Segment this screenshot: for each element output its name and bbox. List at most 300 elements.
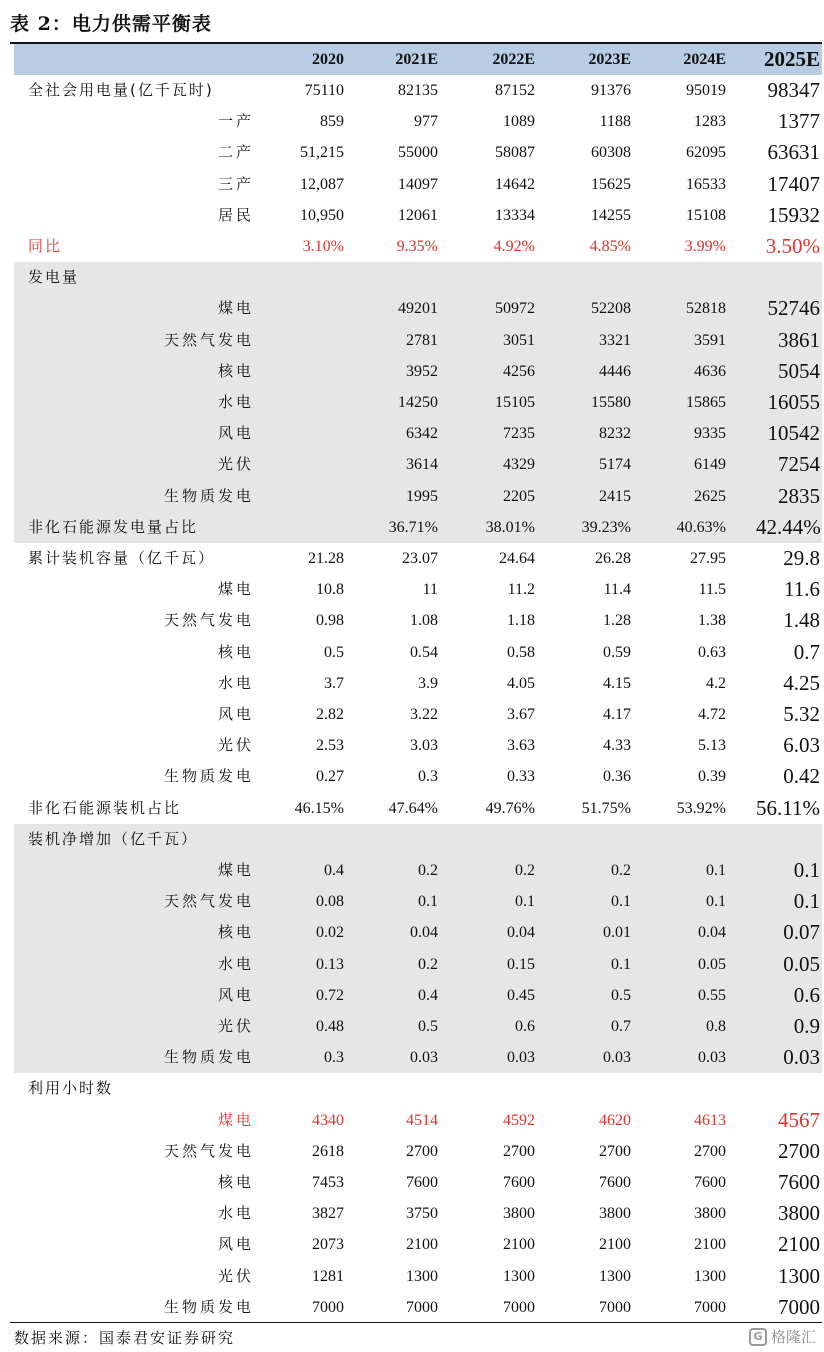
- row-label: 煤电: [217, 1110, 254, 1129]
- cell-2020: 0.3: [324, 1049, 344, 1067]
- cell-2021e: 55000: [398, 144, 438, 162]
- cell-2022e: [455, 824, 535, 855]
- cell-2025e: 4.25: [783, 670, 820, 695]
- cell-2022e: 3800: [503, 1205, 535, 1223]
- cell-2020: [264, 293, 344, 324]
- cell-2024e: 2625: [694, 487, 726, 505]
- cell-2024e: [646, 824, 726, 855]
- cell-2024e: 0.8: [706, 1018, 726, 1035]
- cell-2022e: 0.33: [507, 768, 535, 786]
- cell-2020: 7000: [312, 1298, 344, 1316]
- cell-2021e: 2781: [406, 331, 438, 349]
- cell-2025e: 1300: [778, 1263, 820, 1288]
- cell-2023e: 0.1: [611, 893, 631, 911]
- cell-2023e: 3800: [599, 1205, 631, 1223]
- cell-2022e: 11.2: [507, 581, 535, 599]
- cell-2021e: 3.22: [410, 706, 438, 723]
- cell-2020: 0.27: [316, 768, 344, 786]
- cell-2023e: 4620: [599, 1111, 631, 1129]
- row-label: 天然气发电: [163, 1141, 254, 1160]
- cell-2020: [264, 481, 344, 512]
- cell-2024e: 3.99%: [684, 238, 726, 255]
- table-row: [14, 356, 822, 387]
- row-label: 风电: [217, 705, 254, 723]
- cell-2021e: 0.5: [418, 1018, 438, 1035]
- row-label: 天然气发电: [163, 892, 254, 911]
- cell-2023e: 7600: [599, 1174, 631, 1191]
- cell-2024e: 15865: [686, 394, 726, 411]
- cell-2025e: [756, 262, 820, 293]
- cell-2024e: 3800: [694, 1205, 726, 1223]
- column-header-2022e: 2022E: [492, 51, 535, 68]
- cell-2022e: 0.04: [507, 924, 535, 942]
- cell-2020: 3.7: [324, 674, 344, 692]
- cell-2025e: 7254: [778, 452, 820, 477]
- cell-2021e: 2700: [406, 1142, 438, 1160]
- cell-2022e: 15105: [495, 394, 535, 411]
- cell-2023e: 1188: [599, 113, 631, 131]
- cell-2023e: 14255: [591, 206, 631, 224]
- cell-2023e: 11.4: [603, 581, 631, 599]
- cell-2025e: 7000: [778, 1294, 820, 1319]
- cell-2022e: 0.15: [507, 955, 535, 973]
- cell-2025e: 56.11%: [756, 795, 820, 820]
- cell-2023e: 1.28: [603, 612, 631, 630]
- cell-2021e: 6342: [406, 425, 438, 443]
- cell-2022e: 4.05: [507, 674, 535, 692]
- cell-2021e: 14250: [398, 394, 438, 411]
- cell-2023e: 60308: [591, 144, 631, 162]
- cell-2021e: 3952: [406, 362, 438, 380]
- cell-2023e: 0.59: [603, 643, 631, 661]
- table-row: [14, 574, 822, 605]
- cell-2023e: 4.17: [603, 706, 631, 723]
- cell-2023e: [551, 262, 631, 293]
- row-label: 光伏: [217, 455, 254, 474]
- cell-2021e: 7000: [406, 1298, 438, 1316]
- cell-2021e: 0.1: [418, 893, 438, 911]
- cell-2023e: 0.36: [603, 768, 631, 786]
- table-row: [14, 1292, 822, 1323]
- cell-2023e: 4.85%: [589, 238, 631, 255]
- cell-2024e: 15108: [686, 206, 726, 224]
- cell-2020: 2073: [312, 1236, 344, 1254]
- cell-2022e: 4.92%: [493, 238, 535, 255]
- table-row: [14, 137, 822, 168]
- cell-2021e: 47.64%: [388, 799, 438, 817]
- cell-2020: 0.02: [316, 924, 344, 942]
- cell-2024e: 27.95: [690, 550, 726, 567]
- cell-2022e: 24.64: [499, 550, 535, 567]
- table-row: [14, 169, 822, 200]
- cell-2022e: 0.45: [507, 986, 535, 1004]
- cell-2024e: 1.38: [698, 612, 726, 630]
- cell-2023e: [551, 824, 631, 855]
- cell-2021e: 3.03: [410, 737, 438, 755]
- cell-2023e: 2415: [599, 487, 631, 505]
- cell-2020: 859: [320, 113, 344, 131]
- row-label: 非化石能源发电量占比: [28, 517, 199, 536]
- cell-2020: 21.28: [308, 550, 344, 567]
- table-row: [14, 1167, 822, 1198]
- cell-2021e: 1995: [406, 487, 438, 505]
- cell-2023e: 7000: [599, 1298, 631, 1316]
- cell-2024e: 0.03: [698, 1049, 726, 1067]
- row-label: 生物质发电: [163, 767, 254, 786]
- cell-2025e: 0.9: [793, 1014, 820, 1038]
- cell-2022e: 14642: [495, 175, 535, 193]
- cell-2021e: [358, 1073, 438, 1104]
- cell-2021e: 0.54: [410, 643, 438, 661]
- column-header-2023e: 2023E: [588, 51, 631, 68]
- table-row: [14, 200, 822, 231]
- table-row: [14, 325, 822, 356]
- cell-2024e: 9335: [694, 425, 726, 443]
- row-label: 发电量: [28, 268, 80, 287]
- cell-2022e: 1300: [503, 1267, 535, 1285]
- cell-2022e: 2205: [503, 487, 535, 505]
- table-row: [14, 668, 822, 699]
- cell-2020: 75110: [304, 82, 344, 99]
- table-title: 表 2：电力供需平衡表: [10, 13, 212, 35]
- cell-2020: 1281: [312, 1267, 344, 1285]
- cell-2024e: 7600: [694, 1174, 726, 1191]
- cell-2025e: 0.03: [783, 1045, 820, 1070]
- cell-2021e: 4514: [406, 1111, 438, 1129]
- cell-2025e: 10542: [767, 421, 820, 446]
- cell-2020: 12,087: [300, 175, 344, 193]
- table-row: [14, 699, 822, 730]
- cell-2020: [264, 449, 344, 480]
- row-label: 煤电: [217, 580, 254, 599]
- cell-2021e: 0.4: [418, 986, 438, 1004]
- table-row: [14, 418, 822, 449]
- cell-2024e: 6149: [694, 456, 726, 474]
- cell-2021e: [358, 262, 438, 293]
- table-row: [14, 1136, 822, 1167]
- cell-2022e: [455, 1073, 535, 1104]
- cell-2021e: 1.08: [410, 612, 438, 630]
- cell-2025e: 3861: [778, 327, 820, 352]
- cell-2024e: 0.39: [698, 768, 726, 786]
- row-label: 风电: [217, 424, 254, 443]
- row-label: 水电: [217, 393, 254, 411]
- cell-2023e: 2700: [599, 1142, 631, 1160]
- cell-2025e: 4567: [778, 1107, 820, 1132]
- cell-2020: 10.8: [316, 581, 344, 599]
- cell-2025e: 15932: [767, 202, 820, 227]
- row-label: 累计装机容量（亿千瓦）: [28, 549, 216, 567]
- row-label: 核电: [217, 361, 254, 380]
- cell-2023e: 4.15: [603, 674, 631, 692]
- row-label: 非化石能源装机占比: [28, 798, 182, 817]
- cell-2021e: 0.2: [418, 955, 438, 973]
- row-label: 装机净增加（亿千瓦）: [28, 829, 199, 848]
- column-header-2021e: 2021E: [395, 51, 438, 68]
- cell-2024e: 0.63: [698, 643, 726, 661]
- cell-2025e: 5.32: [783, 702, 820, 726]
- cell-2022e: 2700: [503, 1142, 535, 1160]
- cell-2021e: [358, 824, 438, 855]
- cell-2024e: 4636: [694, 362, 726, 380]
- cell-2021e: 23.07: [402, 550, 438, 567]
- row-label: 光伏: [217, 1266, 254, 1285]
- cell-2023e: 0.1: [611, 955, 631, 973]
- cell-2020: 0.72: [316, 986, 344, 1004]
- cell-2020: 0.5: [324, 643, 344, 661]
- cell-2025e: 2835: [778, 483, 820, 508]
- cell-2024e: 4.2: [706, 674, 726, 692]
- table-row: [14, 387, 822, 418]
- cell-2020: 0.98: [316, 612, 344, 630]
- cell-2021e: 14097: [398, 175, 438, 193]
- table-row: [14, 262, 822, 293]
- table-row: [14, 855, 822, 886]
- cell-2022e: 4592: [503, 1111, 535, 1129]
- table-row: [14, 1105, 822, 1136]
- cell-2024e: 2100: [694, 1236, 726, 1254]
- cell-2022e: 0.58: [507, 643, 535, 661]
- cell-2020: 46.15%: [294, 799, 344, 817]
- cell-2023e: 5174: [599, 456, 631, 474]
- cell-2020: 0.13: [316, 955, 344, 973]
- cell-2020: 0.48: [316, 1018, 344, 1035]
- cell-2023e: 0.5: [611, 986, 631, 1004]
- cell-2025e: 3800: [778, 1201, 820, 1226]
- cell-2022e: 4256: [503, 362, 535, 380]
- cell-2023e: 1300: [599, 1267, 631, 1285]
- row-label: 水电: [217, 954, 254, 973]
- table-row: [14, 637, 822, 668]
- cell-2023e: 15580: [591, 394, 631, 411]
- row-label: 水电: [217, 1204, 254, 1223]
- cell-2021e: 36.71%: [388, 518, 438, 536]
- cell-2022e: 7000: [503, 1298, 535, 1316]
- data-source-note: 数据来源：国泰君安证券研究: [14, 1329, 236, 1347]
- table-row: [14, 75, 822, 106]
- cell-2024e: 53.92%: [676, 799, 726, 817]
- cell-2025e: 0.1: [793, 889, 820, 914]
- cell-2021e: 9.35%: [396, 238, 438, 255]
- cell-2022e: 7235: [503, 425, 535, 443]
- row-label: 利用小时数: [28, 1079, 114, 1098]
- cell-2025e: 42.44%: [756, 514, 821, 539]
- cell-2023e: 0.2: [611, 862, 631, 879]
- cell-2024e: 95019: [686, 82, 726, 99]
- cell-2020: [264, 824, 344, 855]
- table-row: [14, 1261, 822, 1292]
- cell-2021e: 977: [414, 113, 438, 131]
- row-label: 核电: [217, 1173, 254, 1191]
- cell-2025e: 0.1: [793, 858, 820, 882]
- cell-2025e: 52746: [767, 296, 820, 321]
- row-label: 生物质发电: [163, 1297, 254, 1316]
- cell-2025e: 5054: [778, 358, 820, 383]
- cell-2025e: 6.03: [783, 733, 820, 758]
- row-label: 三产: [217, 174, 254, 193]
- cell-2020: 3827: [312, 1205, 344, 1223]
- table-row: [14, 1198, 822, 1229]
- cell-2024e: 0.05: [698, 955, 726, 973]
- cell-2022e: 0.6: [515, 1018, 535, 1035]
- cell-2022e: 38.01%: [485, 518, 535, 536]
- cell-2025e: 11.6: [784, 577, 820, 602]
- cell-2023e: 3321: [599, 331, 631, 349]
- cell-2020: [264, 356, 344, 387]
- cell-2025e: 63631: [767, 140, 820, 165]
- footer-divider: [10, 1322, 822, 1323]
- cell-2024e: [646, 262, 726, 293]
- row-label: 煤电: [217, 299, 254, 318]
- cell-2020: [264, 387, 344, 418]
- cell-2021e: 2100: [406, 1236, 438, 1254]
- cell-2025e: 0.6: [793, 982, 820, 1007]
- cell-2022e: 0.03: [507, 1049, 535, 1067]
- cell-2023e: 4446: [599, 362, 631, 380]
- cell-2021e: 7600: [406, 1174, 438, 1191]
- column-header-2025e: 2025E: [756, 44, 822, 75]
- table-row: [14, 1073, 822, 1104]
- cell-2022e: 1089: [503, 113, 535, 131]
- watermark: [749, 1324, 816, 1350]
- cell-2022e: 87152: [495, 82, 535, 99]
- table-row: [14, 824, 822, 855]
- cell-2024e: 7000: [694, 1298, 726, 1316]
- cell-2024e: 2700: [694, 1142, 726, 1160]
- cell-2021e: 82135: [398, 82, 438, 99]
- cell-2022e: 0.2: [515, 862, 535, 879]
- cell-2021e: 3750: [406, 1205, 438, 1223]
- cell-2023e: 2100: [599, 1236, 631, 1254]
- cell-2024e: 1283: [694, 113, 726, 131]
- cell-2021e: 0.03: [410, 1049, 438, 1067]
- cell-2025e: 29.8: [783, 546, 820, 570]
- cell-2022e: 7600: [503, 1174, 535, 1191]
- cell-2022e: 3.67: [507, 706, 535, 723]
- row-label: 水电: [217, 673, 254, 692]
- cell-2022e: 3.63: [507, 737, 535, 755]
- cell-2025e: 2700: [778, 1138, 820, 1163]
- cell-2020: 2.82: [316, 706, 344, 723]
- cell-2021e: 49201: [398, 300, 438, 318]
- table-row: [14, 293, 822, 324]
- cell-2020: 2618: [312, 1142, 344, 1160]
- table-row: [14, 730, 822, 761]
- cell-2022e: 13334: [495, 206, 535, 224]
- row-label: 煤电: [217, 861, 254, 879]
- cell-2020: 0.4: [324, 862, 344, 879]
- table-row: [14, 1011, 822, 1042]
- cell-2023e: 51.75%: [581, 799, 631, 817]
- cell-2022e: 50972: [495, 300, 535, 318]
- cell-2021e: 11: [422, 581, 438, 599]
- cell-2024e: [646, 1073, 726, 1104]
- cell-2024e: 4613: [694, 1111, 726, 1129]
- cell-2020: [264, 418, 344, 449]
- cell-2021e: 12061: [398, 206, 438, 224]
- cell-2024e: 40.63%: [676, 518, 726, 536]
- row-label: 同比: [28, 237, 63, 255]
- cell-2024e: 1300: [694, 1267, 726, 1285]
- table-row: [14, 917, 822, 948]
- row-label: 核电: [217, 923, 254, 942]
- cell-2025e: 7600: [778, 1170, 820, 1194]
- cell-2022e: 3051: [503, 331, 535, 349]
- table-row: [14, 605, 822, 636]
- cell-2023e: 4.33: [603, 737, 631, 755]
- row-label: 风电: [217, 1235, 254, 1254]
- row-label: 光伏: [217, 736, 254, 755]
- cell-2023e: 91376: [591, 82, 631, 99]
- table-row: [14, 1229, 822, 1260]
- cell-2020: 0.08: [316, 893, 344, 911]
- cell-2020: 4340: [312, 1111, 344, 1129]
- cell-2023e: 0.7: [611, 1018, 631, 1035]
- cell-2020: 3.10%: [302, 238, 344, 255]
- cell-2020: [264, 262, 344, 293]
- cell-2024e: 0.04: [698, 924, 726, 942]
- watermark-text: 格隆汇: [770, 1328, 816, 1346]
- cell-2023e: [551, 1073, 631, 1104]
- cell-2021e: 3614: [406, 456, 438, 474]
- table-row: [14, 1042, 822, 1073]
- cell-2022e: [455, 262, 535, 293]
- table-row: [14, 543, 822, 574]
- row-label: 风电: [217, 985, 254, 1004]
- table-row: [14, 886, 822, 917]
- cell-2020: 51,215: [300, 144, 344, 162]
- cell-2025e: 17407: [767, 171, 820, 196]
- row-label: 二产: [217, 143, 254, 162]
- cell-2021e: 0.2: [418, 862, 438, 879]
- cell-2023e: 0.03: [603, 1049, 631, 1067]
- cell-2020: [264, 512, 344, 543]
- table-row: [14, 512, 822, 543]
- row-label: 生物质发电: [163, 486, 254, 505]
- cell-2022e: 49.76%: [485, 799, 535, 817]
- cell-2025e: 1377: [778, 109, 820, 134]
- cell-2025e: 2100: [778, 1232, 820, 1257]
- cell-2024e: 11.5: [698, 581, 726, 599]
- row-label: 一产: [217, 112, 254, 131]
- cell-2025e: 16055: [767, 390, 820, 414]
- table-row: [14, 949, 822, 980]
- table-header: [14, 44, 822, 75]
- row-label: 天然气发电: [163, 611, 254, 630]
- cell-2025e: 3.50%: [765, 234, 820, 258]
- cell-2024e: 3591: [694, 331, 726, 349]
- cell-2024e: 0.1: [706, 862, 726, 879]
- cell-2021e: 0.3: [418, 768, 438, 786]
- cell-2022e: 2100: [503, 1236, 535, 1254]
- cell-2020: 7453: [312, 1174, 344, 1191]
- cell-2025e: 0.7: [793, 639, 820, 664]
- cell-2021e: 3.9: [418, 674, 438, 692]
- cell-2025e: 98347: [767, 78, 820, 102]
- cell-2025e: [756, 824, 820, 855]
- cell-2024e: 4.72: [698, 706, 726, 723]
- cell-2022e: 1.18: [507, 612, 535, 630]
- table-row: [14, 761, 822, 792]
- cell-2023e: 15625: [591, 175, 631, 193]
- cell-2024e: 52818: [686, 300, 726, 318]
- row-label: 居民: [217, 205, 254, 224]
- cell-2024e: 5.13: [698, 737, 726, 755]
- table-row: [14, 980, 822, 1011]
- column-header-2020: 2020: [312, 51, 344, 68]
- cell-2022e: 0.1: [515, 893, 535, 911]
- table-row: [14, 449, 822, 480]
